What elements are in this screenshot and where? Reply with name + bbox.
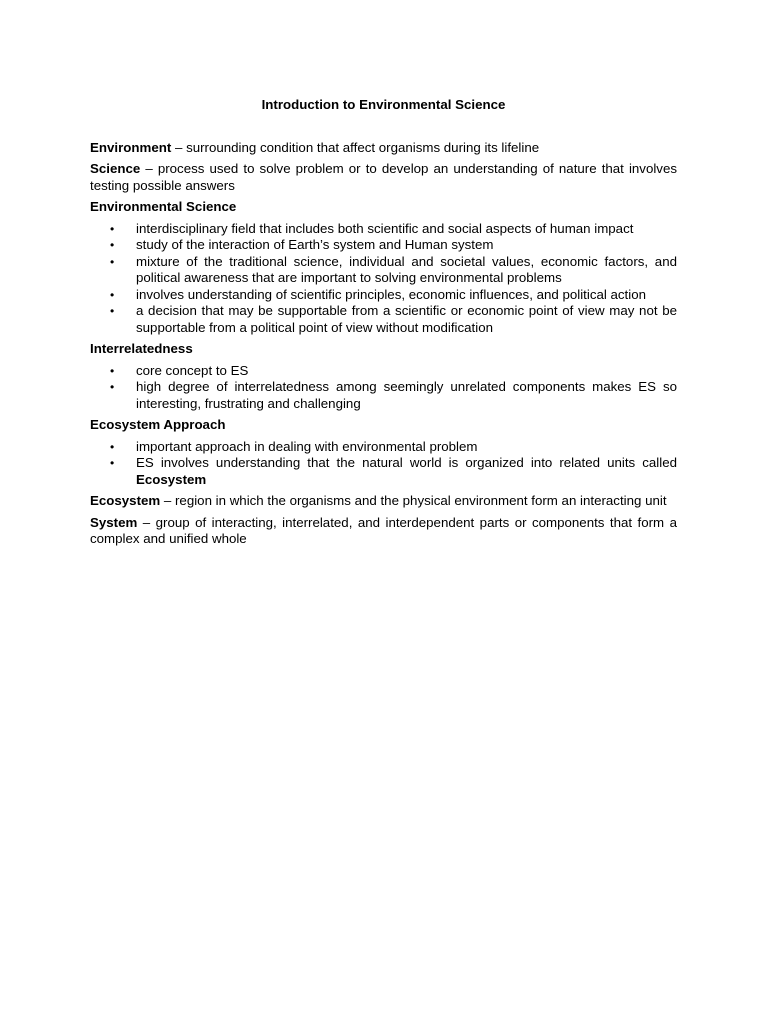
list-item-text: mixture of the traditional science, individual and societal values, economic factors, and political awareness that are important to solving environmental problems: [136, 253, 677, 285]
document-title: Introduction to Environmental Science: [261, 97, 506, 112]
bullet-icon: •: [110, 287, 115, 302]
list-item-text: involves understanding of scientific principles, economic influences, and political action: [136, 286, 646, 302]
bullet-icon: •: [110, 439, 115, 454]
list-item: [90, 455, 677, 488]
bullet-icon: •: [110, 304, 115, 318]
list-item-text: important approach in dealing with environmental problem: [136, 438, 478, 454]
list-item-text: a decision that may be supportable from a scientific or economic point of view may not be supportable from a political point of view without modification: [136, 303, 677, 335]
bullet-icon: •: [110, 456, 115, 470]
system-text: – group of interacting, interrelated, and interdependent parts or components that form a complex and unified whole: [90, 514, 677, 546]
interrelatedness-heading: Interrelatedness: [90, 341, 193, 356]
interrelatedness-list: [90, 363, 677, 413]
list-item: [90, 379, 677, 412]
system-term: System: [90, 514, 138, 530]
document-page: [90, 97, 677, 553]
list-item: [90, 363, 677, 380]
list-item: [90, 287, 677, 304]
ecosystem-inline-term: Ecosystem: [136, 471, 207, 487]
list-item-text: ES involves understanding that the natural world is organized into related units called: [136, 455, 677, 470]
list-item-text: study of the interaction of Earth’s system and Human system: [136, 237, 494, 252]
bullet-icon: •: [110, 254, 115, 269]
list-item-text: interdisciplinary field that includes both scientific and social aspects of human impact: [136, 220, 634, 236]
list-item: [90, 254, 677, 287]
env-science-heading: Environmental Science: [90, 199, 237, 214]
list-item: [90, 303, 677, 336]
science-term: Science: [90, 161, 141, 176]
ecosystem-text: – region in which the organisms and the physical environment form an interacting unit: [160, 493, 667, 508]
list-item-text: high degree of interrelatedness among seemingly unrelated components makes ES so interesting, frustrating and challenging: [136, 379, 677, 411]
env-science-list: [90, 221, 677, 337]
list-item: [90, 439, 677, 456]
bullet-icon: •: [110, 238, 115, 252]
bullet-icon: •: [110, 380, 115, 394]
environment-text: – surrounding condition that affect organisms during its lifeline: [171, 139, 540, 155]
environment-term: Environment: [90, 139, 172, 155]
ecosystem-approach-list: [90, 439, 677, 489]
bullet-icon: •: [110, 221, 115, 236]
system-definition: [90, 515, 677, 548]
list-item-text: core concept to ES: [136, 362, 249, 378]
science-text: – process used to solve problem or to develop an understanding of nature that involves testing possible answers: [90, 161, 677, 193]
bullet-icon: •: [110, 363, 115, 378]
ecosystem-term: Ecosystem: [90, 493, 161, 508]
list-item: [90, 221, 677, 238]
environment-definition: [90, 140, 677, 157]
ecosystem-approach-heading: Ecosystem Approach: [90, 417, 226, 432]
ecosystem-definition: [90, 493, 677, 510]
list-item: [90, 237, 677, 254]
science-definition: [90, 161, 677, 194]
